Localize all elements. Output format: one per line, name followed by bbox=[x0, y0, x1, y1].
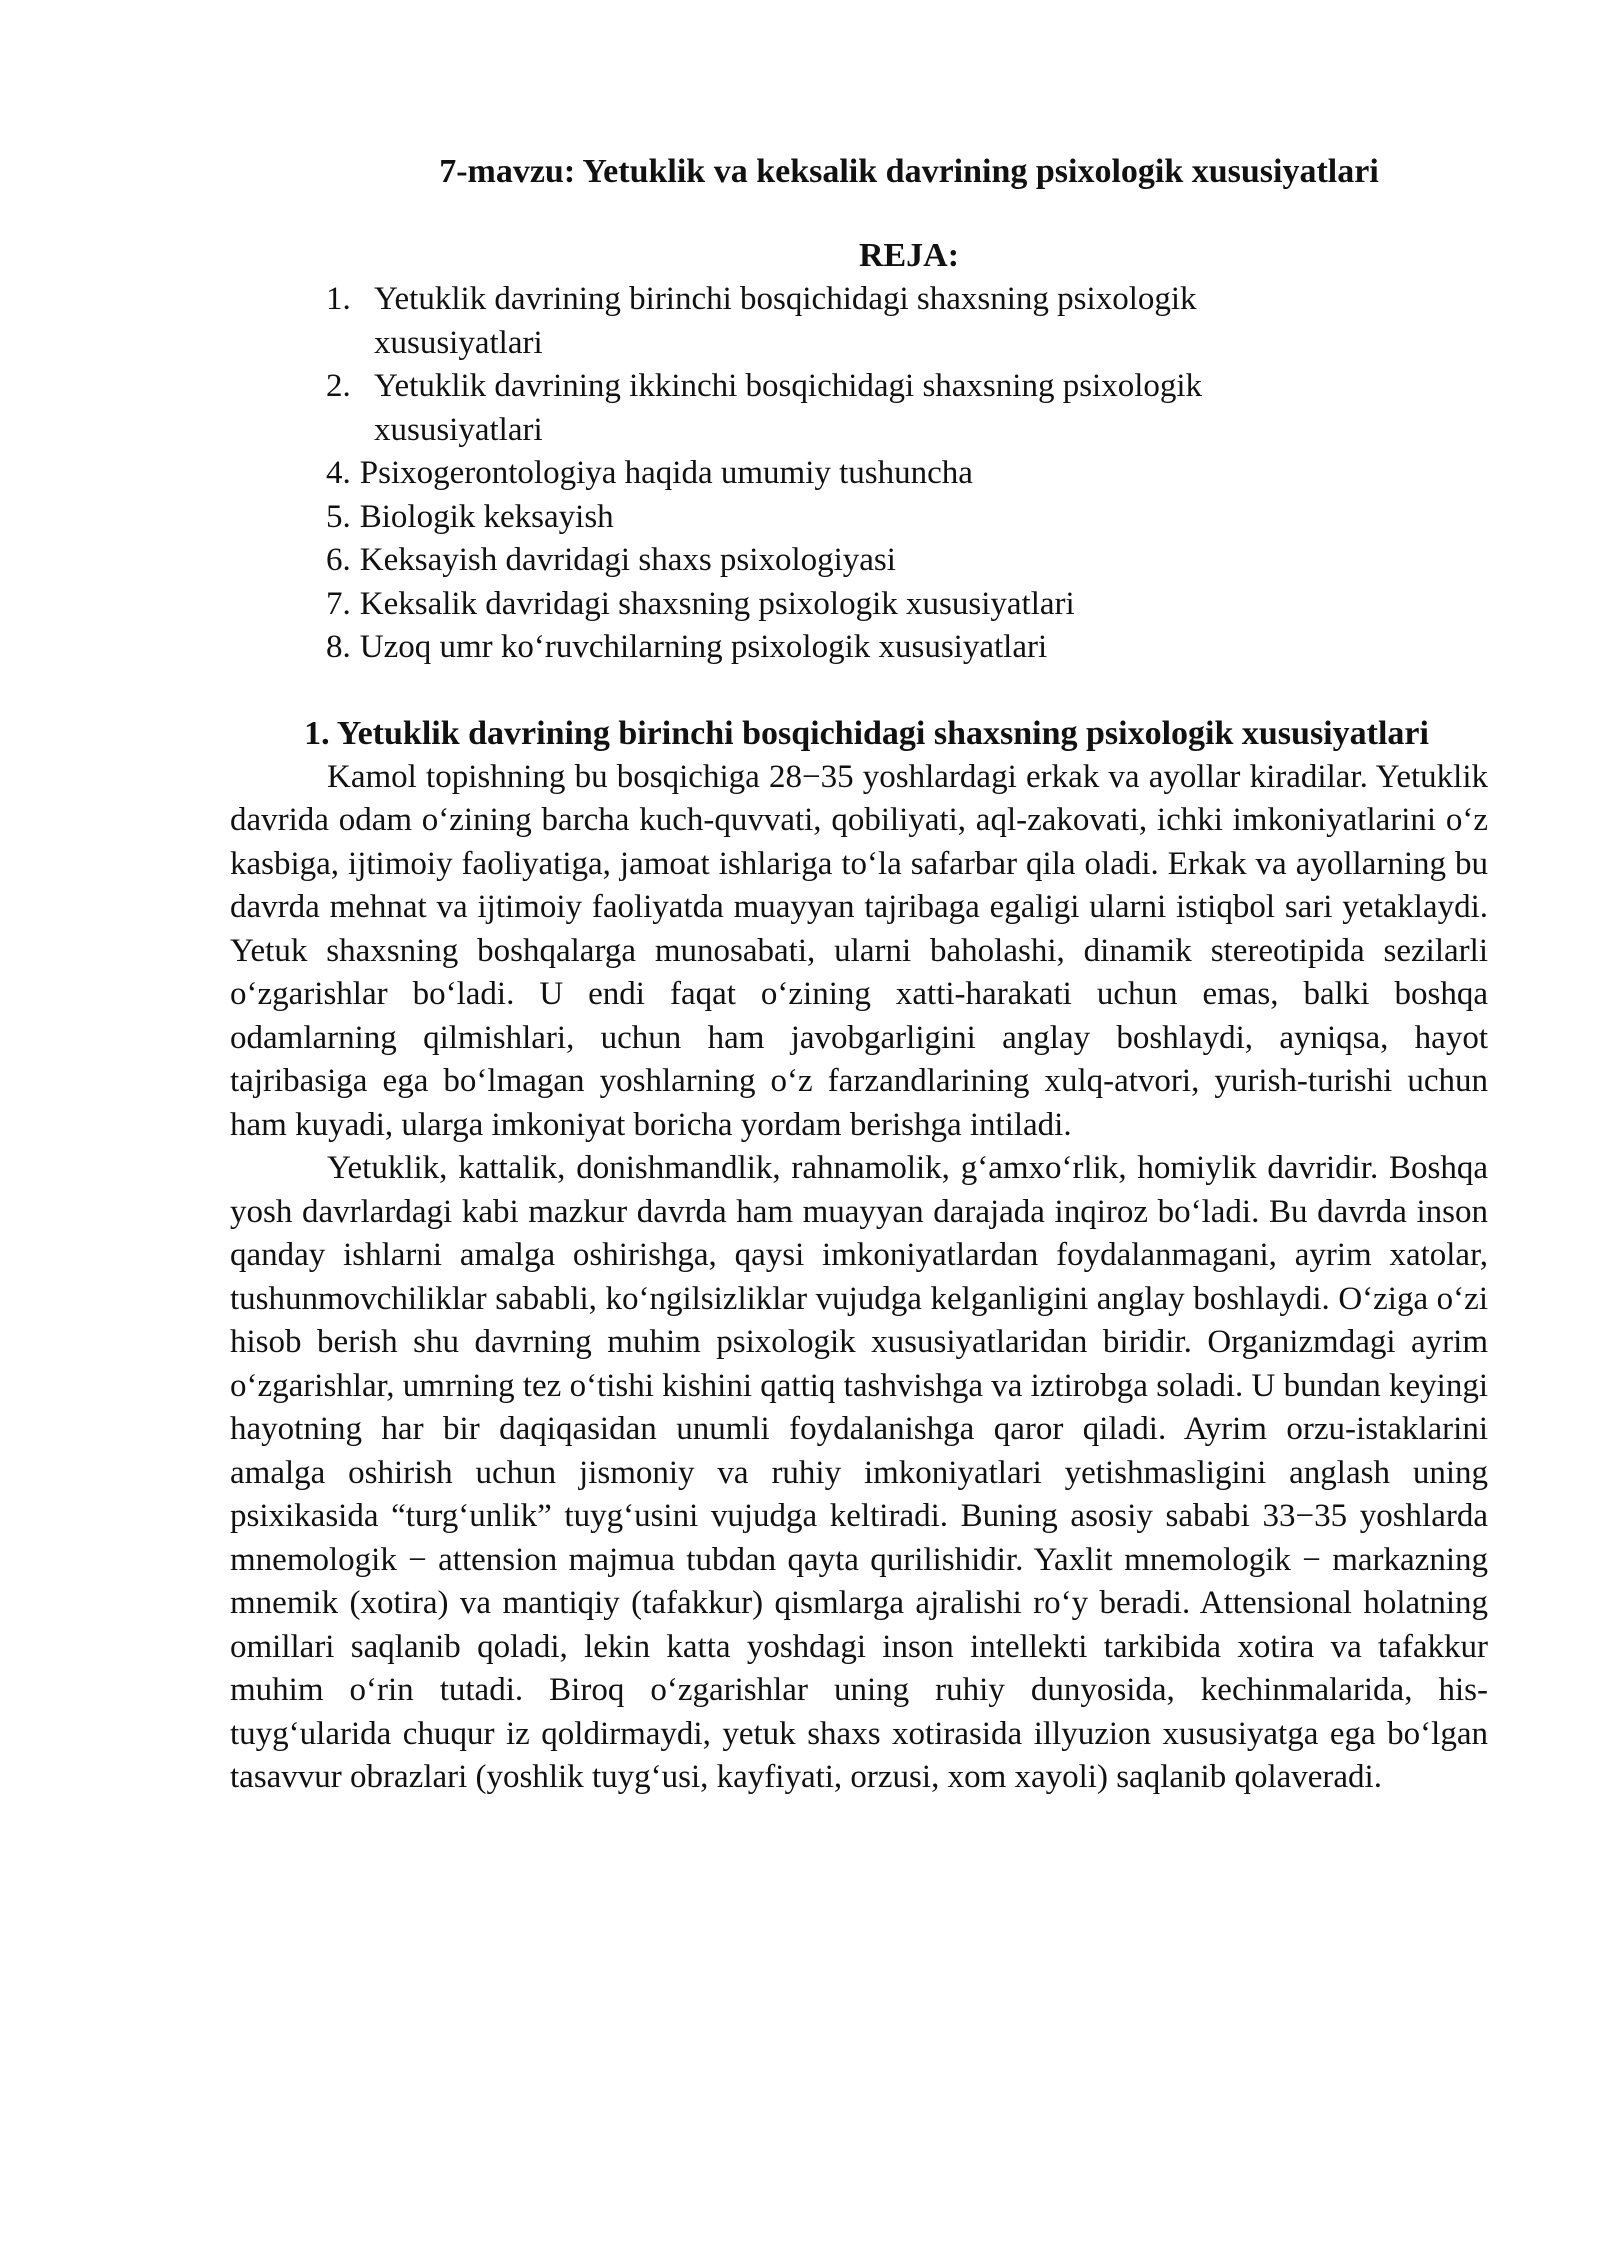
plan-item bbox=[326, 278, 1488, 365]
plan-item-number: 4. bbox=[326, 455, 351, 491]
body-paragraph: Yetuklik, kattalik, donishmandlik, rahnamolik, g‘amxo‘rlik, homiylik davridir. Boshqa yosh davrlardagi kabi mazkur davrda ham muayyan darajada inqiroz bo‘ladi. Bu davrda inson qanday ishlarni amalga oshirishga, qaysi imkoniyatlardan foydalanmagani, ayrim xatolar, tushunmovchiliklar sababli, ko‘ngilsizliklar vujudga kelganligini anglay boshlaydi. O‘ziga o‘zi hisob berish shu davrning muhim psixologik xususiyatlaridan biridir. Organizmdagi ayrim o‘zgarishlar, umrning tez o‘tishi kishini qattiq tashvishga va iztirobga soladi. U bundan keyingi hayotning har bir daqiqasidan unumli foydalanishga qaror qiladi. Ayrim orzu-istaklarini amalga oshirish uchun jismoniy va ruhiy imkoniyatlari yetishmasligini anglash uning psixikasida “turg‘unlik” tuyg‘usini vujudga keltiradi. Buning asosiy sababi 33−35 yoshlarda mnemologik − attension majmua tubdan qayta qurilishidir. Yaxlit mnemologik − markazning mnemik (xotira) va mantiqiy (tafakkur) qismlarga ajralishi ro‘y beradi. Attensional holatning omillari saqlanib qoladi, lekin katta yoshdagi inson intellekti tarkibida xotira va tafakkur muhim o‘rin tutadi. Biroq o‘zgarishlar uning ruhiy dunyosida, kechinmalarida, his-tuyg‘ularida chuqur iz qoldirmaydi, yetuk shaxs xotirasida illyuzion xususiyatga ega bo‘lgan tasavvur obrazlari (yoshlik tuyg‘usi, kayfiyati, orzusi, xom xayoli) saqlanib qolaveradi. bbox=[230, 1150, 1488, 1795]
plan-list bbox=[230, 278, 1488, 670]
plan-item-number: 1. bbox=[326, 281, 351, 317]
plan-item bbox=[326, 365, 1488, 452]
plan-item-text: Yetuklik davrining ikkinchi bosqichidagi shaxsning psixologik xususiyatlari bbox=[374, 368, 1203, 448]
section-body bbox=[230, 756, 1488, 1800]
plan-item-text: Biologik keksayish bbox=[359, 498, 614, 535]
plan-item-text: Uzoq umr ko‘ruvchilarning psixologik xususiyatlari bbox=[359, 629, 1048, 665]
plan-item-number: 8. bbox=[326, 629, 351, 665]
plan-item-number: 7. bbox=[326, 585, 351, 622]
plan-item bbox=[326, 583, 1488, 627]
plan-item bbox=[326, 539, 1488, 583]
plan-item-text: Keksayish davridagi shaxs psixologiyasi bbox=[359, 542, 896, 578]
document-page bbox=[230, 150, 1488, 1800]
plan-item-text: Psixogerontologiya haqida umumiy tushuncha bbox=[359, 455, 973, 491]
body-paragraph: Kamol topishning bu bosqichiga 28−35 yoshlardagi erkak va ayollar kiradilar. Yetuklik davrida odam o‘zining barcha kuch-quvvati, qobiliyati, aql-zakovati, ichki imkoniyatlarini o‘z kasbiga, ijtimoiy faoliyatiga, jamoat ishlariga to‘la safarbar qila oladi. Erkak va ayollarning bu davrda mehnat va ijtimoiy faoliyatda muayyan tajribaga egaligi ularni istiqbol sari yetaklaydi. Yetuk shaxsning boshqalarga munosabati, ularni baholashi, dinamik stereotipida sezilarli o‘zgarishlar bo‘ladi. U endi faqat o‘zining xatti-harakati uchun emas, balki boshqa odamlarning qilmishlari, uchun ham javobgarligini anglay boshlaydi, ayniqsa, hayot tajribasiga ega bo‘lmagan yoshlarning o‘z farzandlarining xulq-atvori, yurish-turishi uchun ham kuyadi, ularga imkoniyat boricha yordam berishga intiladi. bbox=[230, 758, 1488, 1143]
plan-item bbox=[326, 626, 1488, 670]
plan-item bbox=[326, 452, 1488, 496]
section-heading: 1. Yetuklik davrining birinchi bosqichidagi shaxsning psixologik xususiyatlari bbox=[304, 714, 1429, 752]
document-title: 7-mavzu: Yetuklik va keksalik davrining psixologik xususiyatlari bbox=[439, 153, 1379, 190]
plan-item-text: Keksalik davridagi shaxsning psixologik xususiyatlari bbox=[359, 585, 1075, 622]
plan-item-text: Yetuklik davrining birinchi bosqichidagi shaxsning psixologik xususiyatlari bbox=[374, 281, 1197, 361]
plan-item bbox=[326, 496, 1488, 540]
plan-item-number: 2. bbox=[326, 368, 351, 404]
plan-item-number: 6. bbox=[326, 542, 351, 578]
plan-heading: REJA: bbox=[858, 237, 960, 274]
plan-item-number: 5. bbox=[326, 498, 351, 535]
